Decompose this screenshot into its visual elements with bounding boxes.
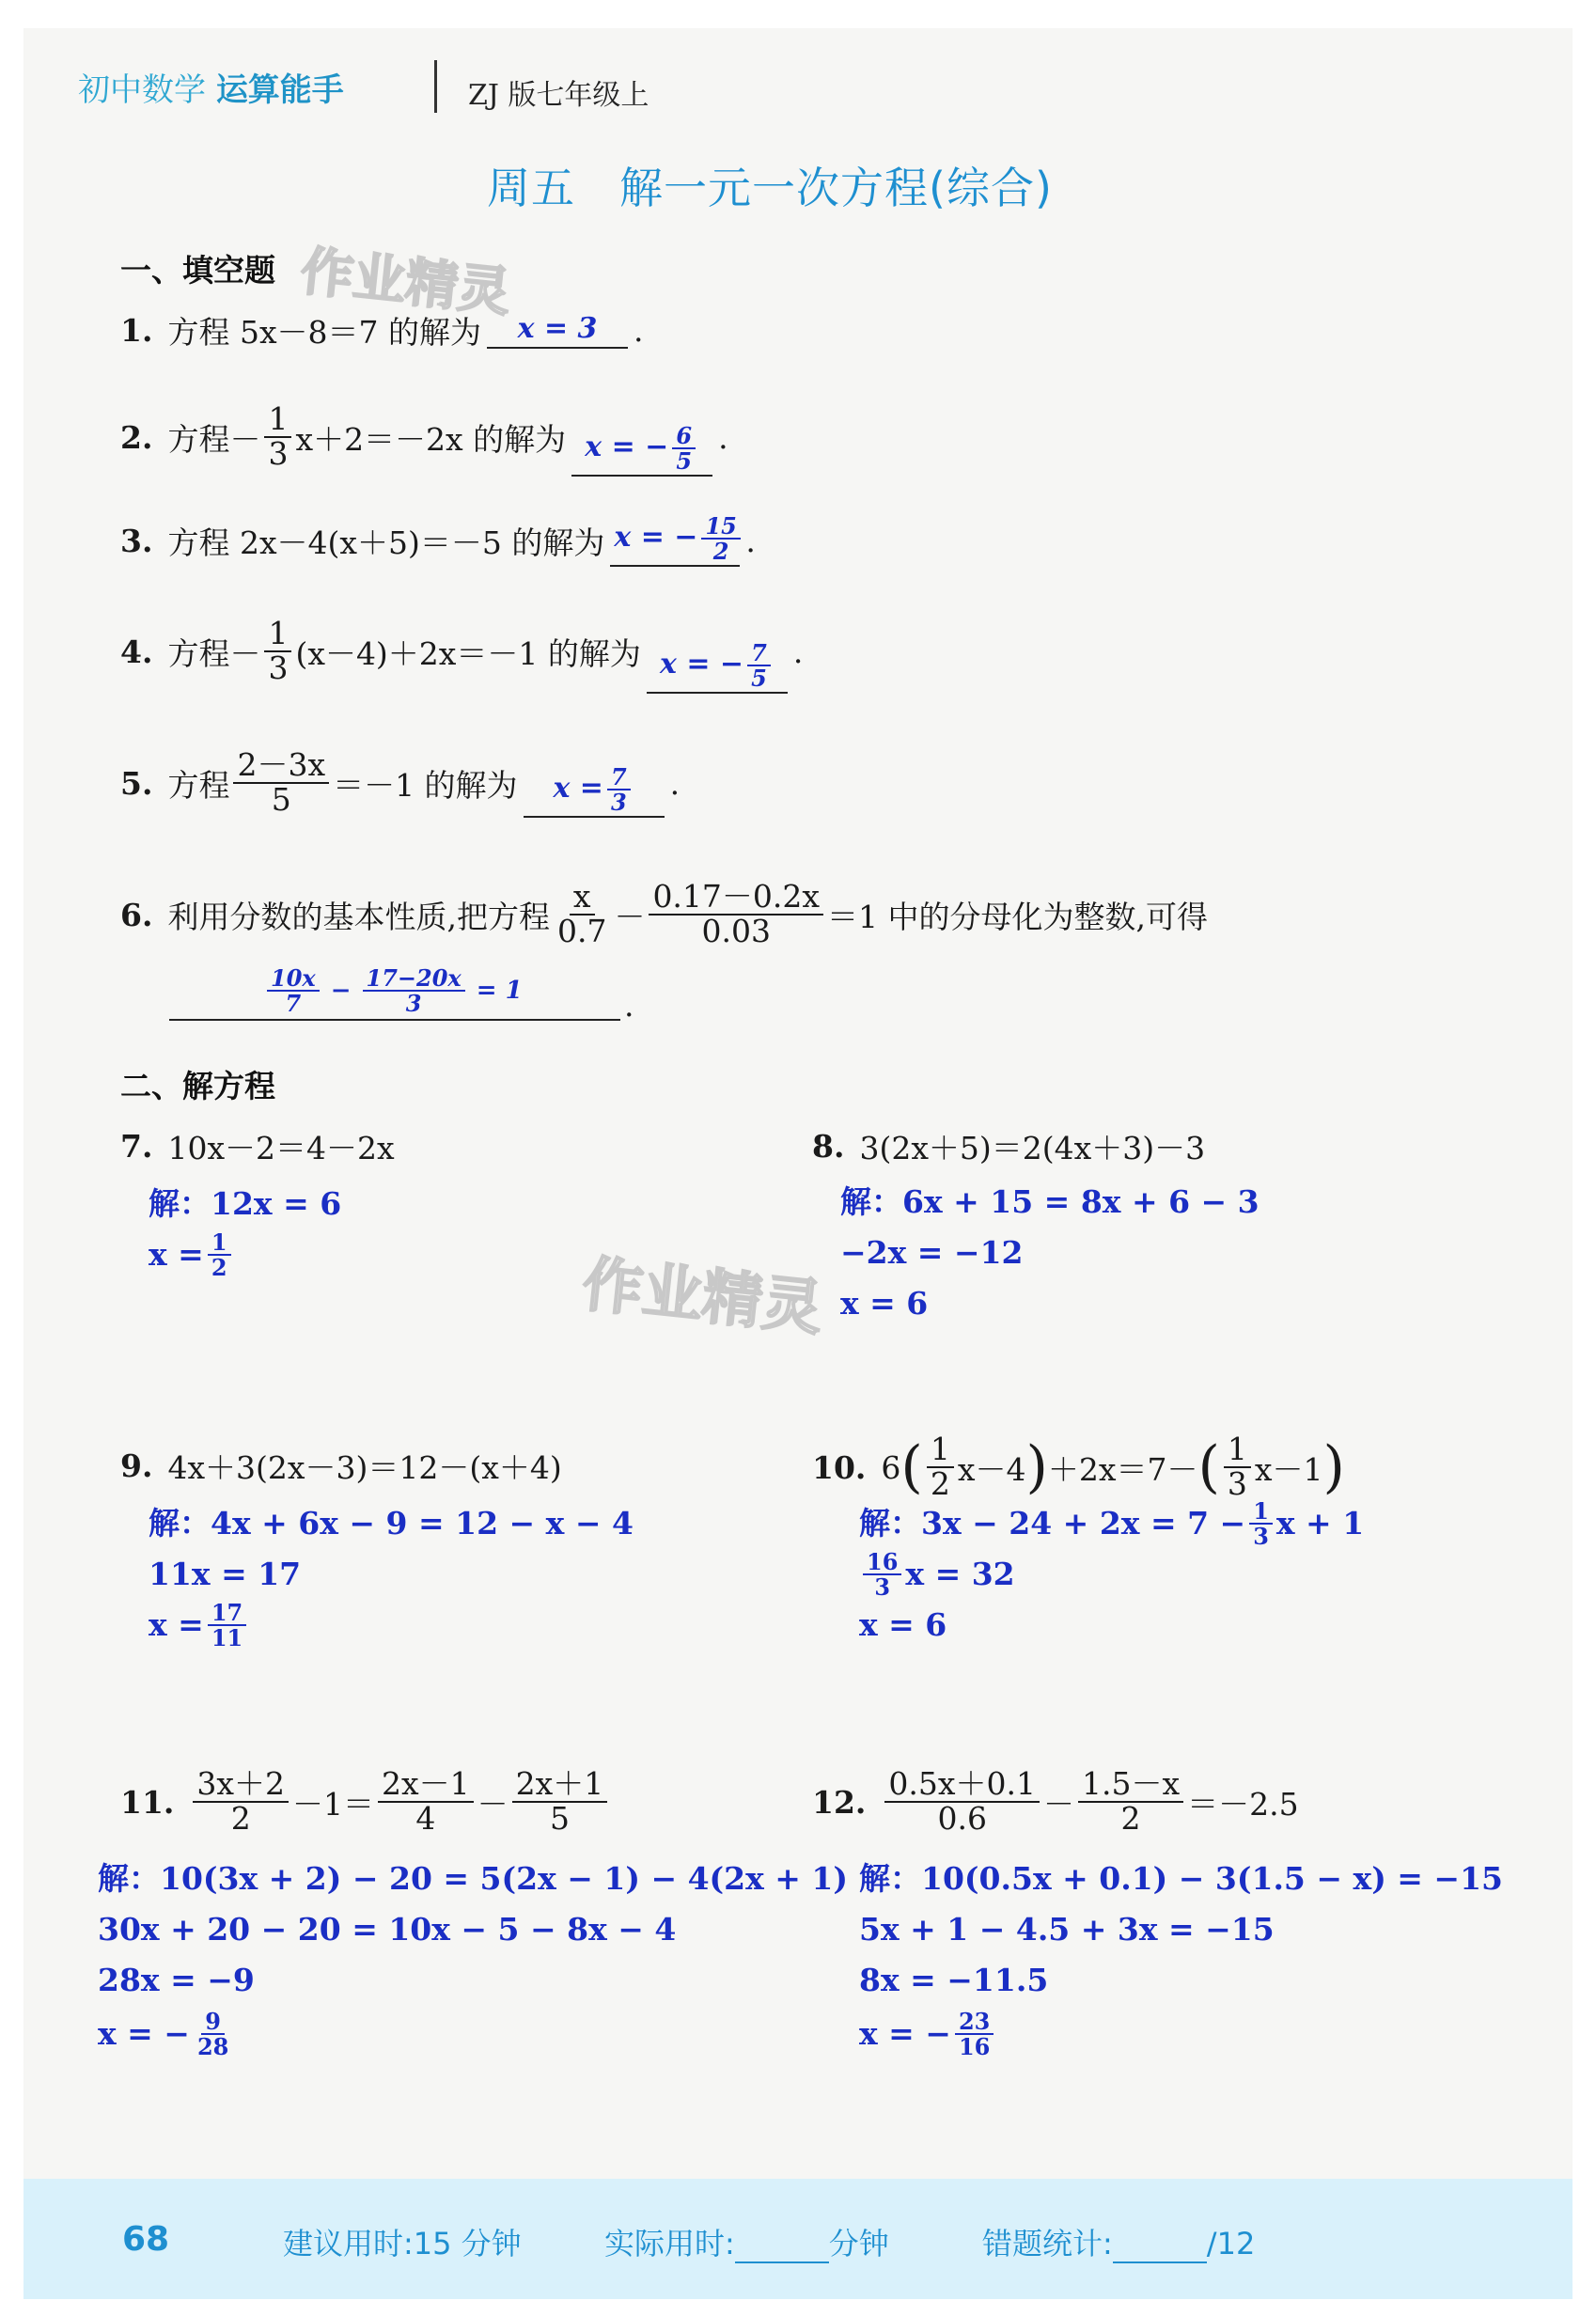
solution-12: 解：10(0.5x + 0.1) − 3(1.5 − x) = −15 5x + 1 − 4.5 + 3x = −15 8x = −11.5 x = − $\frac{23}{16}$ <box>859 1860 1504 2060</box>
fraction: $\frac{1}{3}$ <box>264 403 291 470</box>
page-number: 68 <box>122 2220 170 2259</box>
series-subject: 初中数学 <box>78 71 206 109</box>
series-name <box>78 64 344 110</box>
question-10: 10. 6 ( $\frac{1}{2}$ x－4 ) ＋2x＝7－ ( $\frac{1}{3}$ x－1 ) <box>812 1431 1345 1502</box>
answer-blank-5: x = $\frac{7}{3}$ <box>524 765 665 818</box>
fraction: $\frac{2-3x}{5}$ <box>233 749 329 816</box>
solution-8: 解：6x + 15 = 8x + 6 − 3 −2x = −12 x = 6 <box>840 1183 1260 1322</box>
fraction: $\frac{1}{3}$ <box>264 618 291 684</box>
section-title-solve: 二、解方程 <box>120 1068 275 1104</box>
answer-blank-3: x = − $\frac{15}{2}$ <box>610 514 740 567</box>
actual-time-field[interactable] <box>735 2235 829 2263</box>
edition-label: ZJ 版七年级上 <box>468 79 649 112</box>
question-3: 3. 方程 2x－4(x＋5)＝－5 的解为 x = − $\frac{15}{2}$ . <box>120 508 756 573</box>
question-2: 2. 方程－ $\frac{1}{3}$ x＋2＝－2x 的解为 x = − $\frac{6}{5}$ . <box>120 395 728 479</box>
question-7: 7. 10x－2＝4－2x <box>120 1128 395 1166</box>
question-8: 8. 3(2x＋5)＝2(4x＋3)－3 <box>812 1128 1206 1166</box>
series-brand: 运算能手 <box>215 71 344 109</box>
error-count-field[interactable] <box>1113 2235 1207 2263</box>
answer-blank-6: $\frac{10x}{7}$ − $\frac{17-20x}{3}$ = 1 <box>169 962 620 1021</box>
answer-blank-4: x = − $\frac{7}{5}$ <box>647 641 788 694</box>
solution-10: 解：3x − 24 + 2x = 7 − $\frac{1}{3}$ x + 1 $\frac{16}{3}$ x = 32 x = 6 <box>859 1496 1365 1643</box>
actual-time: 实际用时: 分钟 <box>604 2226 889 2261</box>
header-divider <box>434 60 437 113</box>
fraction: $\frac{0.17-0.2x}{0.03}$ <box>649 881 823 947</box>
error-count: 错题统计: /12 <box>982 2226 1256 2261</box>
fraction: $\frac{x}{0.7}$ <box>556 878 607 949</box>
solution-9: 解：4x + 6x − 9 = 12 − x − 4 11x = 17 x = $\frac{17}{11}$ <box>149 1505 634 1651</box>
answer-blank-2: x = − $\frac{6}{5}$ <box>571 424 712 477</box>
solution-7: 解：12x = 6 x = $\frac{1}{2}$ <box>149 1185 342 1281</box>
watermark-logo: 作业精灵 <box>297 241 514 324</box>
section-title-fill-blank: 一、填空题 <box>120 252 275 289</box>
solution-11: 解：10(3x + 2) − 20 = 5(2x − 1) − 4(2x + 1) 30x + 20 − 20 = 10x − 5 − 8x − 4 28x = −9 x = − $\frac{9}{28}$ <box>98 1860 849 2060</box>
watermark-logo: 作业精灵 <box>579 1249 826 1345</box>
suggested-time: 建议用时:15 分钟 <box>283 2226 522 2261</box>
footer-bar <box>23 2179 1573 2299</box>
question-4: 4. 方程－ $\frac{1}{3}$ (x－4)＋2x＝－1 的解为 x = − $\frac{7}{5}$ . <box>120 609 803 694</box>
answer-blank-1: x = 3 <box>487 312 628 349</box>
question-6: 6. 利用分数的基本性质,把方程 $\frac{x}{0.7}$ － $\frac{0.17-0.2x}{0.03}$ ＝1 中的分母化为整数,可得 <box>120 878 1208 949</box>
question-11: 11. $\frac{3x+2}{2}$ －1＝ $\frac{2x-1}{4}$ － $\frac{2x+1}{5}$ <box>120 1760 611 1844</box>
question-5: 5. 方程 $\frac{2-3x}{5}$ ＝－1 的解为 x = $\frac{7}{3}$ . <box>120 746 681 818</box>
page-title: 周五 解一元一次方程(综合) <box>487 163 1053 213</box>
question-12: 12. $\frac{0.5x+0.1}{0.6}$ － $\frac{1.5-x}{2}$ ＝－2.5 <box>812 1765 1299 1837</box>
question-9: 9. 4x＋3(2x－3)＝12－(x＋4) <box>120 1448 562 1486</box>
question-1: 1. 方程 5x－8＝7 的解为 x = 3 . <box>120 311 644 351</box>
